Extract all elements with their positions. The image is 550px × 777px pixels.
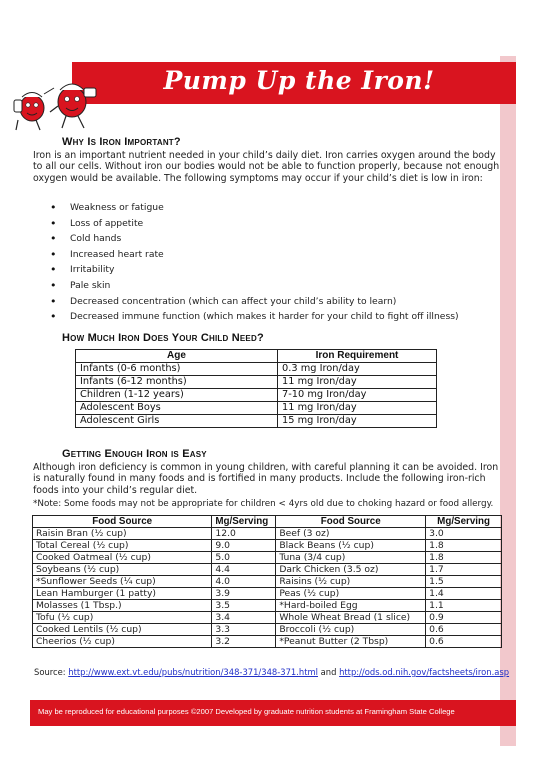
table-cell: 3.3 bbox=[212, 624, 276, 636]
column-header: Mg/Serving bbox=[426, 516, 502, 528]
column-header: Iron Requirement bbox=[278, 350, 437, 363]
list-item: • Cold hands bbox=[50, 231, 500, 247]
table-cell: *Peanut Butter (2 Tbsp) bbox=[276, 636, 426, 648]
page-title: Pump Up the Iron! bbox=[163, 66, 435, 95]
table-row bbox=[76, 415, 437, 428]
table-cell: 1.8 bbox=[426, 552, 502, 564]
footer-banner bbox=[30, 700, 516, 726]
table-cell: 3.5 bbox=[212, 600, 276, 612]
table-cell: Total Cereal (½ cup) bbox=[33, 540, 212, 552]
table-cell: 1.4 bbox=[426, 588, 502, 600]
table-cell: Broccoli (½ cup) bbox=[276, 624, 426, 636]
table-header-row bbox=[33, 516, 502, 528]
section-heading-getting-enough-iron: Getting Enough Iron is Easy bbox=[62, 448, 207, 460]
table-cell: Molasses (1 Tbsp.) bbox=[33, 600, 212, 612]
table-cell: 7-10 mg Iron/day bbox=[278, 389, 437, 402]
table-cell: Black Beans (½ cup) bbox=[276, 540, 426, 552]
footer-text: May be reproduced for educational purposes ©2007 Developed by graduate nutrition students at Framingham State College bbox=[38, 707, 455, 716]
list-item: • Weakness or fatigue bbox=[50, 200, 500, 216]
table-row bbox=[76, 363, 437, 376]
table-cell: Cooked Lentils (½ cup) bbox=[33, 624, 212, 636]
table-cell: Tuna (3/4 cup) bbox=[276, 552, 426, 564]
table-cell: 9.0 bbox=[212, 540, 276, 552]
source-link-vt-ext[interactable]: http://www.ext.vt.edu/pubs/nutrition/348-371/348-371.html bbox=[68, 667, 318, 677]
table-cell: 1.8 bbox=[426, 540, 502, 552]
table-cell: Peas (½ cup) bbox=[276, 588, 426, 600]
table-cell: 11 mg Iron/day bbox=[278, 376, 437, 389]
list-item: • Irritability bbox=[50, 262, 500, 278]
table-row bbox=[33, 564, 502, 576]
table-cell: 5.0 bbox=[212, 552, 276, 564]
table-row bbox=[33, 624, 502, 636]
table-cell: 4.0 bbox=[212, 576, 276, 588]
list-item: • Pale skin bbox=[50, 278, 500, 294]
list-item: • Decreased immune function (which makes it harder for your child to fight off illness) bbox=[50, 309, 500, 325]
table-cell: 0.3 mg Iron/day bbox=[278, 363, 437, 376]
table-cell: Lean Hamburger (1 patty) bbox=[33, 588, 212, 600]
section-heading-how-much-iron: How Much Iron Does Your Child Need? bbox=[62, 332, 264, 344]
column-header: Mg/Serving bbox=[212, 516, 276, 528]
table-cell: Children (1-12 years) bbox=[76, 389, 278, 402]
table-cell: Adolescent Girls bbox=[76, 415, 278, 428]
table-cell: Whole Wheat Bread (1 slice) bbox=[276, 612, 426, 624]
table-cell: Tofu (½ cup) bbox=[33, 612, 212, 624]
column-header: Age bbox=[76, 350, 278, 363]
table-cell: Infants (6-12 months) bbox=[76, 376, 278, 389]
iron-requirement-table bbox=[75, 349, 437, 428]
table-cell: 0.9 bbox=[426, 612, 502, 624]
list-item: • Loss of appetite bbox=[50, 216, 500, 232]
table-row bbox=[76, 376, 437, 389]
table-cell: Soybeans (½ cup) bbox=[33, 564, 212, 576]
table-cell: Dark Chicken (3.5 oz) bbox=[276, 564, 426, 576]
table-row bbox=[33, 540, 502, 552]
table-cell: 12.0 bbox=[212, 528, 276, 540]
table-cell: 1.7 bbox=[426, 564, 502, 576]
source-link-nih-ods[interactable]: http://ods.od.nih.gov/factsheets/iron.asp bbox=[339, 667, 510, 677]
table-row bbox=[33, 612, 502, 624]
table-cell: Raisin Bran (½ cup) bbox=[33, 528, 212, 540]
table-cell: Cooked Oatmeal (½ cup) bbox=[33, 552, 212, 564]
blood-cell-mascots-icon bbox=[10, 58, 108, 134]
table-cell: 1.1 bbox=[426, 600, 502, 612]
why-iron-paragraph: Iron is an important nutrient needed in your child’s daily diet. Iron carries oxygen around the body to all our cells. Without iron our bodies would not be able to function properly, because not enough oxygen would be available. The following symptoms may occur if your child’s diet is low in iron: bbox=[33, 150, 500, 184]
table-cell: Adolescent Boys bbox=[76, 402, 278, 415]
iron-food-table bbox=[32, 515, 502, 648]
symptom-list bbox=[50, 200, 500, 325]
table-cell: 3.9 bbox=[212, 588, 276, 600]
list-item: • Decreased concentration (which can affect your child’s ability to learn) bbox=[50, 294, 500, 310]
table-row bbox=[33, 600, 502, 612]
table-cell: 0.6 bbox=[426, 624, 502, 636]
table-cell: 15 mg Iron/day bbox=[278, 415, 437, 428]
section-heading-why-iron: Why Is Iron Important? bbox=[62, 136, 181, 148]
choking-hazard-note: *Note: Some foods may not be appropriate for children < 4yrs old due to choking hazard or food allergy. bbox=[33, 499, 494, 509]
table-cell: Cheerios (½ cup) bbox=[33, 636, 212, 648]
source-joiner: and bbox=[320, 667, 337, 677]
table-cell: *Sunflower Seeds (¼ cup) bbox=[33, 576, 212, 588]
table-header-row bbox=[76, 350, 437, 363]
table-cell: 3.4 bbox=[212, 612, 276, 624]
table-cell: 1.5 bbox=[426, 576, 502, 588]
getting-enough-paragraph: Although iron deficiency is common in young children, with careful planning it can be avoided. Iron is naturally found in many foods and is fortified in many products. Include the following iron-rich foods into your child’s regular diet. bbox=[33, 462, 499, 496]
table-cell: 11 mg Iron/day bbox=[278, 402, 437, 415]
list-item: • Increased heart rate bbox=[50, 247, 500, 263]
column-header: Food Source bbox=[276, 516, 426, 528]
table-row bbox=[76, 402, 437, 415]
table-row bbox=[33, 528, 502, 540]
table-row bbox=[33, 576, 502, 588]
table-row bbox=[33, 636, 502, 648]
table-row bbox=[33, 588, 502, 600]
source-line bbox=[34, 667, 509, 677]
title-banner bbox=[72, 62, 516, 104]
table-cell: Beef (3 oz) bbox=[276, 528, 426, 540]
source-label: Source: bbox=[34, 667, 66, 677]
table-cell: 4.4 bbox=[212, 564, 276, 576]
table-cell: *Hard-boiled Egg bbox=[276, 600, 426, 612]
table-cell: Raisins (½ cup) bbox=[276, 576, 426, 588]
table-row bbox=[33, 552, 502, 564]
table-cell: 3.0 bbox=[426, 528, 502, 540]
table-cell: 3.2 bbox=[212, 636, 276, 648]
table-cell: 0.6 bbox=[426, 636, 502, 648]
table-cell: Infants (0-6 months) bbox=[76, 363, 278, 376]
column-header: Food Source bbox=[33, 516, 212, 528]
table-row bbox=[76, 389, 437, 402]
